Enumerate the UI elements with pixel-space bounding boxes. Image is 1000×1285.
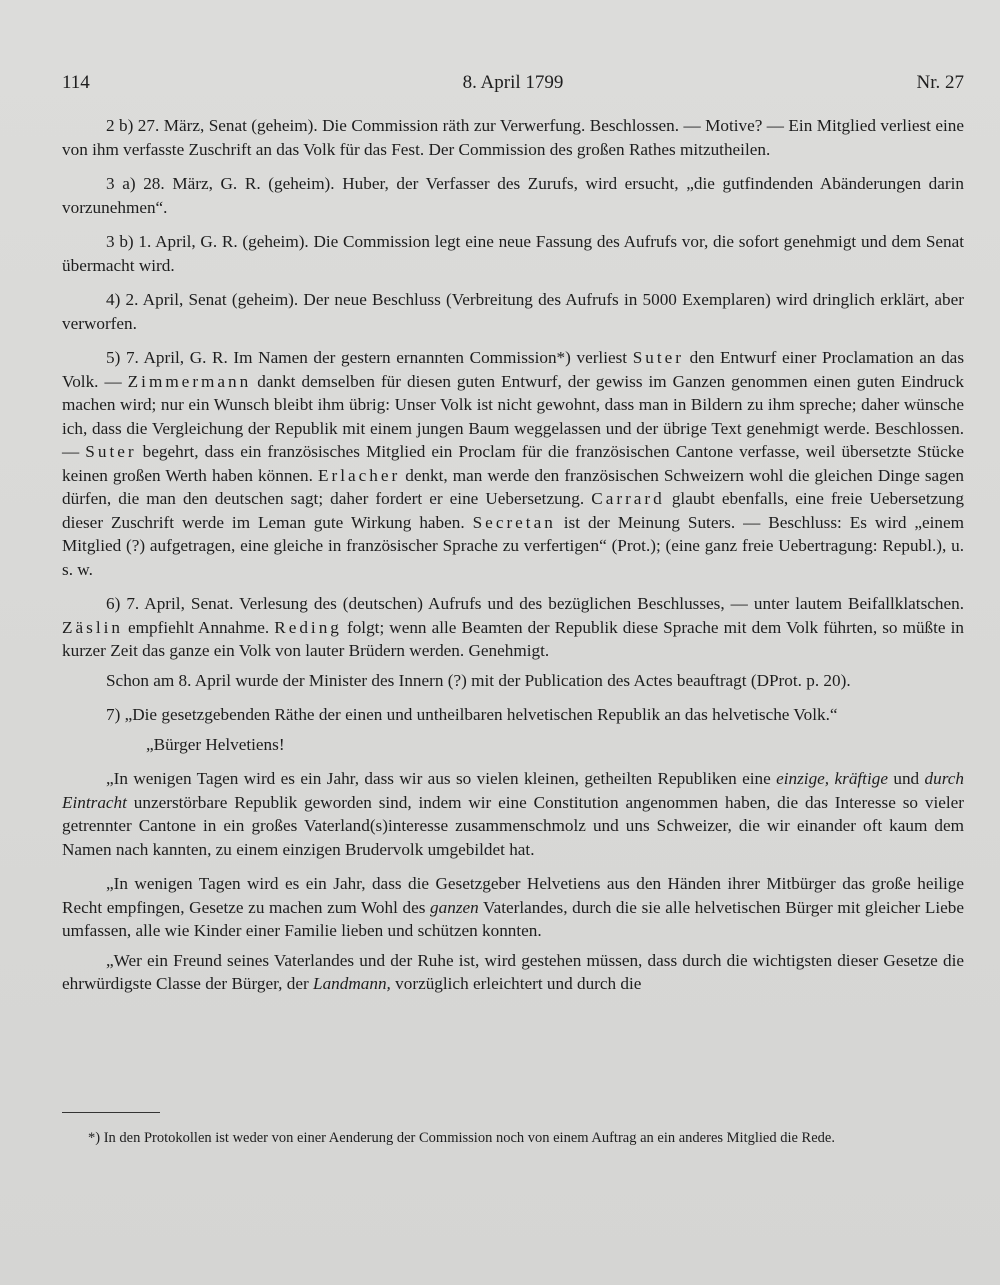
text-run: „Wer ein Freund seines Vaterlandes und der Ruhe ist, wird gestehen müssen, dass durch die wichtigsten dieser Gesetze die ehrwürdigste Classe der Bürger, der [62, 950, 964, 993]
emphasis: ganzen [430, 897, 479, 917]
running-title: 8. April 1799 [462, 72, 564, 93]
text-run: empfiehlt Annahme. [122, 617, 275, 637]
person-name: Zäslin [62, 617, 123, 637]
emphasis: durch Eintracht [62, 769, 964, 812]
paragraph-7-title: 7) „Die gesetzgebenden Räthe der einen und untheilbaren helvetischen Republik an das helvetische Volk.“ [106, 705, 838, 724]
paragraph-5 [62, 346, 964, 581]
text-run: begehrt, dass ein französisches Mitglied ein Proclam für die französischen Cantone verfasse, weil übersetzte Stücke keinen großen Werth haben können. [62, 442, 965, 485]
text-run: ist der Meinung Suters. — Beschluss: Es wird „einem Mitglied (?) aufgetragen, eine gleiche in französischer Sprache zu verfertigen“ (Prot.); (eine ganz freie Uebertragung: Republ.), u. s. w. [62, 512, 964, 579]
page-header [62, 72, 964, 96]
footnote-divider [62, 1112, 160, 1113]
text-run: „In wenigen Tagen wird es ein Jahr, dass die Gesetzgeber Helvetiens aus den Händen ihrer Mitbürger das große heilige Recht empfingen, Gesetze zu machen zum Wohl des [62, 874, 964, 917]
paragraph-3b: 3 b) 1. April, G. R. (geheim). Die Commission legt eine neue Fassung des Aufrufs vor, die sofort genehmigt und dem Senat übermacht wird. [62, 232, 964, 275]
paragraph-publication: Schon am 8. April wurde der Minister des Innern (?) mit der Publication des Actes beauftragt (DProt. p. 20). [106, 670, 851, 690]
text-run: und [887, 769, 925, 788]
document-number: Nr. 27 [916, 72, 964, 93]
text-run: 5) 7. April, G. R. Im Namen der gestern ernannten Commission*) verliest [106, 348, 633, 367]
text-run: 6) 7. April, Senat. Verlesung des (deutschen) Aufrufs und des bezüglichen Beschlusses, — unter lautem Beifallklatschen. [106, 594, 964, 613]
person-name: Zimmermann [127, 371, 252, 391]
person-name: Reding [274, 617, 342, 637]
text-run: folgt; wenn alle Beamten der Republik diese Sprache mit dem Volk führten, so müßte in kurzer Zeit das ganze ein Volk von lauter Brüdern werden. Genehmigt. [62, 617, 964, 660]
proclamation-paragraph-1 [62, 767, 964, 861]
paragraph-3a: 3 a) 28. März, G. R. (geheim). Huber, der Verfasser des Zurufs, wird ersucht, „die gutfindenden Abänderungen darin vorzunehmen“. [62, 174, 964, 217]
text-run: dankt demselben für diesen guten Entwurf, der gewiss im Ganzen genommen einen guten Eindruck machen wird; nur ein Wunsch bleibt ihm übrig: Unser Volk ist nicht gewohnt, dass man in Bildern zu ihm spreche; daher wünsche ich, dass die Vergleichung der Republik mit einem jungen Baum weggelassen und der übrige Text genehmigt werde. Beschlossen. — [62, 371, 964, 461]
footnote [62, 1128, 964, 1148]
salutation: „Bürger Helvetiens! [146, 734, 285, 754]
person-name: Secretan [472, 512, 556, 532]
emphasis: einzige, kräftige [776, 769, 888, 788]
page-number: 114 [62, 72, 90, 93]
person-name: Suter [632, 348, 684, 367]
paragraph-2b: 2 b) 27. März, Senat (geheim). Die Commission räth zur Verwerfung. Beschlossen. — Motive? — Ein Mitglied verliest eine von ihm verfasste Zuschrift an das Volk für das Fest. Der Commission des großen Rathes mitzutheilen. [62, 116, 964, 159]
text-run: Vaterlandes, durch die sie alle helvetischen Bürger mit gleicher Liebe umfassen, alle wie Kinder einer Familie lieben und schützen konnten. [62, 897, 964, 940]
main-text [62, 114, 964, 1007]
emphasis: Landmann, [313, 974, 391, 993]
person-name: Carrard [591, 489, 665, 508]
person-name: Suter [85, 442, 137, 461]
person-name: Erlacher [317, 465, 401, 485]
proclamation-paragraph-3 [62, 949, 964, 996]
text-run: unzerstörbare Republik geworden sind, indem wir eine Constitution angenommen haben, die das Interesse so vieler getrennter Cantone in ein großes Vaterland(s)interesse zusammenschmolz und uns Schweizer, die wir einander oft kaum dem Namen nach kannten, zu einem einzigen Brudervolk umgebildet hat. [62, 792, 964, 859]
text-run: glaubt ebenfalls, eine freie Uebersetzung dieser Zuschrift werde im Leman gute Wirkung haben. [62, 489, 964, 532]
paragraph-6 [62, 592, 964, 663]
proclamation-paragraph-2 [62, 872, 964, 943]
text-run: den Entwurf einer Proclamation an das Volk. — [62, 348, 965, 391]
footnote-text: *) In den Protokollen ist weder von einer Aenderung der Commission noch von einem Auftrag an ein anderes Mitglied die Rede. [88, 1130, 835, 1146]
paragraph-4: 4) 2. April, Senat (geheim). Der neue Beschluss (Verbreitung des Aufrufs in 5000 Exemplaren) wird dringlich erklärt, aber verworfen. [62, 290, 964, 333]
text-run: denkt, man werde den französischen Schweizern wohl die gleichen Dinge sagen dürfen, die man den deutschen sagt; daher fordert er eine Uebersetzung. [62, 465, 965, 508]
text-run: vorzüglich erleichtert und durch die [390, 974, 642, 993]
text-run: „In wenigen Tagen wird es ein Jahr, dass wir aus so vielen kleinen, getheilten Republiken eine [106, 769, 777, 788]
